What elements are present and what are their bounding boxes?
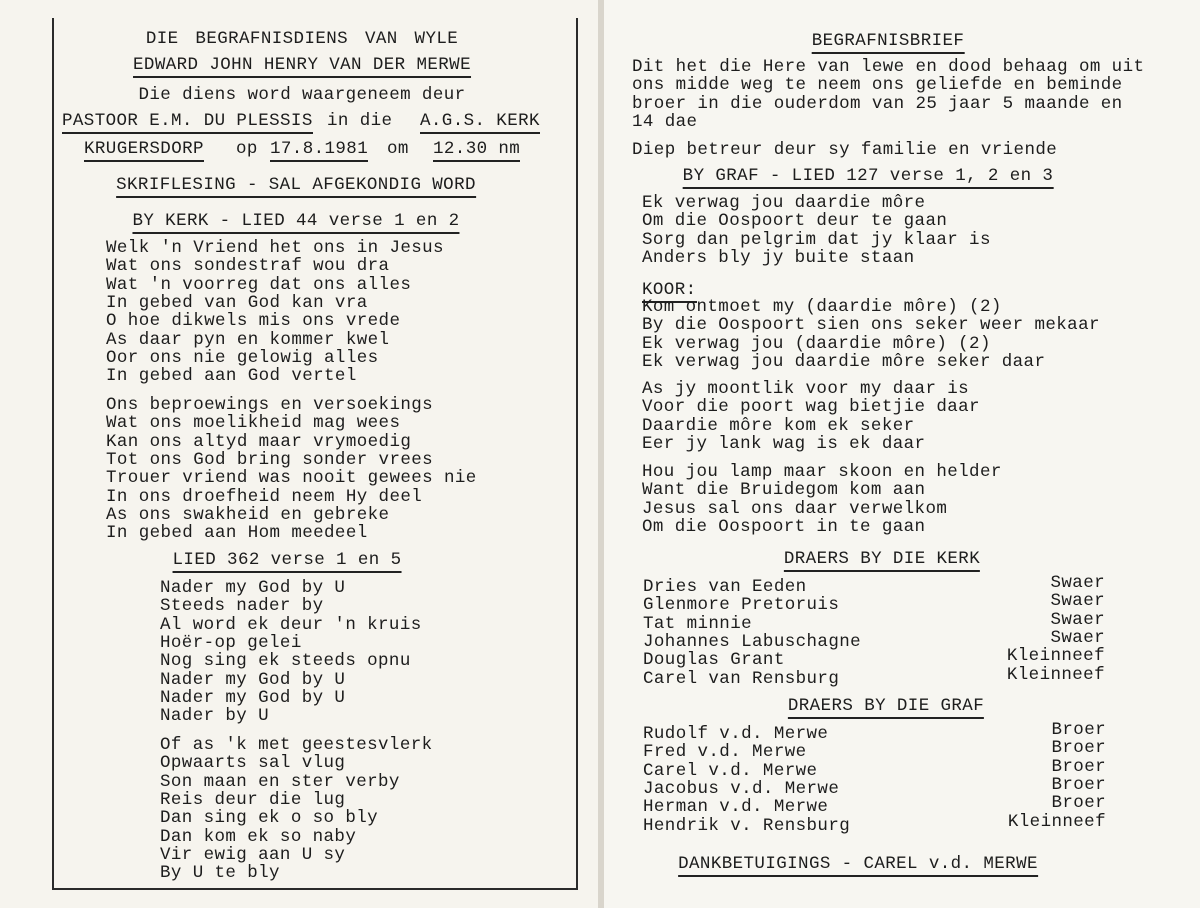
grave-bearers-title: DRAERS BY DIE GRAF <box>788 697 984 719</box>
text-line: As ons swakheid en gebreke <box>106 504 390 525</box>
bearer-relation: Kleinneef <box>1007 811 1106 832</box>
text-line: Son maan en ster verby <box>160 771 400 792</box>
text-line: Jesus sal ons daar verwelkom <box>642 498 948 519</box>
bearer-relation: Swaer <box>1050 591 1105 612</box>
text-line: 14 dae <box>632 111 698 132</box>
bearer-name: Jacobus v.d. Merwe <box>643 778 840 799</box>
bearer-name: Herman v.d. Merwe <box>643 797 829 818</box>
text-line: Trouer vriend was nooit gewees nie <box>106 468 477 489</box>
place-name: KRUGERSDORP <box>84 140 204 162</box>
text-line: Dan sing ek o so bly <box>160 808 379 829</box>
text-line: Oor ons nie gelowig alles <box>106 347 379 368</box>
bearer-name: Tat minnie <box>643 613 753 634</box>
text-line: Daardie môre kom ek seker <box>642 415 915 436</box>
text-line: Al word ek deur 'n kruis <box>160 614 422 635</box>
text-line: As daar pyn en kommer kwel <box>106 329 390 350</box>
left-page <box>0 0 598 908</box>
text-line: broer in die ouderdom van 25 jaar 5 maande en <box>632 93 1123 114</box>
text-line: Ons beproewings en versoekings <box>106 395 434 415</box>
pastor-name: PASTOOR E.M. DU PLESSIS <box>62 112 313 134</box>
text-line: Nog sing ek steeds opnu <box>160 651 411 672</box>
bearer-relation: Broer <box>1051 774 1106 795</box>
church-name: A.G.S. KERK <box>420 112 540 134</box>
bearer-relation: Broer <box>1051 720 1106 740</box>
text-line: ons midde weg te neem ons geliefde en beminde <box>632 75 1123 96</box>
text-line: Ek verwag jou daardie môre seker daar <box>642 351 1046 372</box>
acknowledgements: DANKBETUIGINGS - CAREL v.d. MERWE <box>678 855 1038 877</box>
text-line: Om die Oospoort in te gaan <box>642 516 926 537</box>
text-line: Dan kom ek so naby <box>160 826 357 847</box>
text-line: Wat ons sondestraf wou dra <box>106 256 390 277</box>
scripture-reading: SKRIFLESING - SAL AFGEKONDIG WORD <box>116 176 476 198</box>
text-line: Kan ons altyd maar vrymoedig <box>106 431 412 452</box>
text-line: In gebed aan Hom meedeel <box>106 523 368 544</box>
text-line: Ek verwag jou daardie môre <box>642 193 926 213</box>
text-line: Ek verwag jou (daardie môre) (2) <box>642 333 991 354</box>
text-line: Voor die poort wag bietjie daar <box>642 397 980 418</box>
text-line: Sorg dan pelgrim dat jy klaar is <box>642 229 991 250</box>
service-title: DIE BEGRAFNISDIENS VAN WYLE <box>145 29 459 49</box>
text-line: By die Oospoort sien ons seker weer mekaar <box>642 315 1100 336</box>
text-line: Anders bly jy buite staan <box>642 247 915 268</box>
text-line: Vir ewig aan U sy <box>160 844 346 865</box>
bearer-relation: Broer <box>1051 756 1106 777</box>
text-line: Of as 'k met geestesvlerk <box>160 735 433 755</box>
text-line: Nader my God by U <box>160 578 346 598</box>
bearer-name: Douglas Grant <box>643 650 785 671</box>
bearer-name: Hendrik v. Rensburg <box>643 815 851 836</box>
bearer-name: Carel van Rensburg <box>643 668 840 689</box>
om-text: om <box>387 139 409 159</box>
text-line: Om die Oospoort deur te gaan <box>642 211 948 232</box>
bearer-name: Dries van Eeden <box>643 577 807 597</box>
service-time: 12.30 nm <box>433 140 520 162</box>
text-line: Opwaarts sal vlug <box>160 753 346 774</box>
text-line: Nader by U <box>160 706 270 727</box>
text-line: Eer jy lank wag is ek daar <box>642 433 926 454</box>
bearer-name: Fred v.d. Merwe <box>643 742 807 763</box>
text-line: Want die Bruidegom kom aan <box>642 480 926 501</box>
text-line: By U te bly <box>160 863 280 884</box>
chorus-label: KOOR: <box>642 281 697 303</box>
text-line: Hou jou lamp maar skoon en helder <box>642 462 1002 482</box>
text-line: Nader my God by U <box>160 687 346 708</box>
officiant-intro: Die diens word waargeneem deur <box>138 85 466 105</box>
bearer-relation: Kleinneef <box>1006 664 1105 685</box>
op-text: op <box>236 139 258 159</box>
text-line: In gebed van God kan vra <box>106 292 368 313</box>
bearer-relation: Swaer <box>1050 573 1105 593</box>
bearer-name: Rudolf v.d. Merwe <box>643 724 829 744</box>
deceased-name: EDWARD JOHN HENRY VAN DER MERWE <box>133 56 471 78</box>
text-line: Hoër-op gelei <box>160 632 302 653</box>
church-bearers-title: DRAERS BY DIE KERK <box>784 550 980 572</box>
text-line: Welk 'n Vriend het ons in Jesus <box>106 238 444 258</box>
bearer-relation: Kleinneef <box>1006 646 1105 667</box>
text-line: O hoe dikwels mis ons vrede <box>106 311 401 332</box>
text-line: In ons droefheid neem Hy deel <box>106 486 423 507</box>
letter-title: BEGRAFNISBRIEF <box>812 32 965 54</box>
text-line: In gebed aan God vertel <box>106 366 357 387</box>
text-line: Steeds nader by <box>160 596 324 617</box>
bearer-relation: Swaer <box>1050 609 1105 630</box>
bearer-relation: Broer <box>1051 738 1106 759</box>
bearer-name: Glenmore Pretoruis <box>643 595 840 616</box>
text-line: Wat 'n voorreg dat ons alles <box>106 274 412 295</box>
text-line: Tot ons God bring sonder vrees <box>106 449 434 470</box>
in-die-text: in die <box>327 111 393 131</box>
text-line: Nader my God by U <box>160 669 346 690</box>
mourned-by: Diep betreur deur sy familie en vriende <box>632 140 1058 160</box>
bearer-relation: Swaer <box>1050 627 1105 648</box>
bearer-name: Carel v.d. Merwe <box>643 760 818 781</box>
bearer-name: Johannes Labuschagne <box>643 631 862 652</box>
text-line: Reis deur die lug <box>160 789 346 810</box>
service-date: 17.8.1981 <box>270 140 368 162</box>
hymn-362-title: LIED 362 verse 1 en 5 <box>173 551 402 573</box>
text-line: Dit het die Here van lewe en dood behaag om uit <box>632 57 1145 77</box>
hymn-127-title: BY GRAF - LIED 127 verse 1, 2 en 3 <box>683 167 1054 189</box>
hymn-44-title: BY KERK - LIED 44 verse 1 en 2 <box>132 212 459 234</box>
text-line: Wat ons moelikheid mag wees <box>106 413 401 434</box>
text-line: Kom ontmoet my (daardie môre) (2) <box>642 297 1002 317</box>
bearer-relation: Broer <box>1051 793 1106 814</box>
text-line: As jy moontlik voor my daar is <box>642 379 970 399</box>
